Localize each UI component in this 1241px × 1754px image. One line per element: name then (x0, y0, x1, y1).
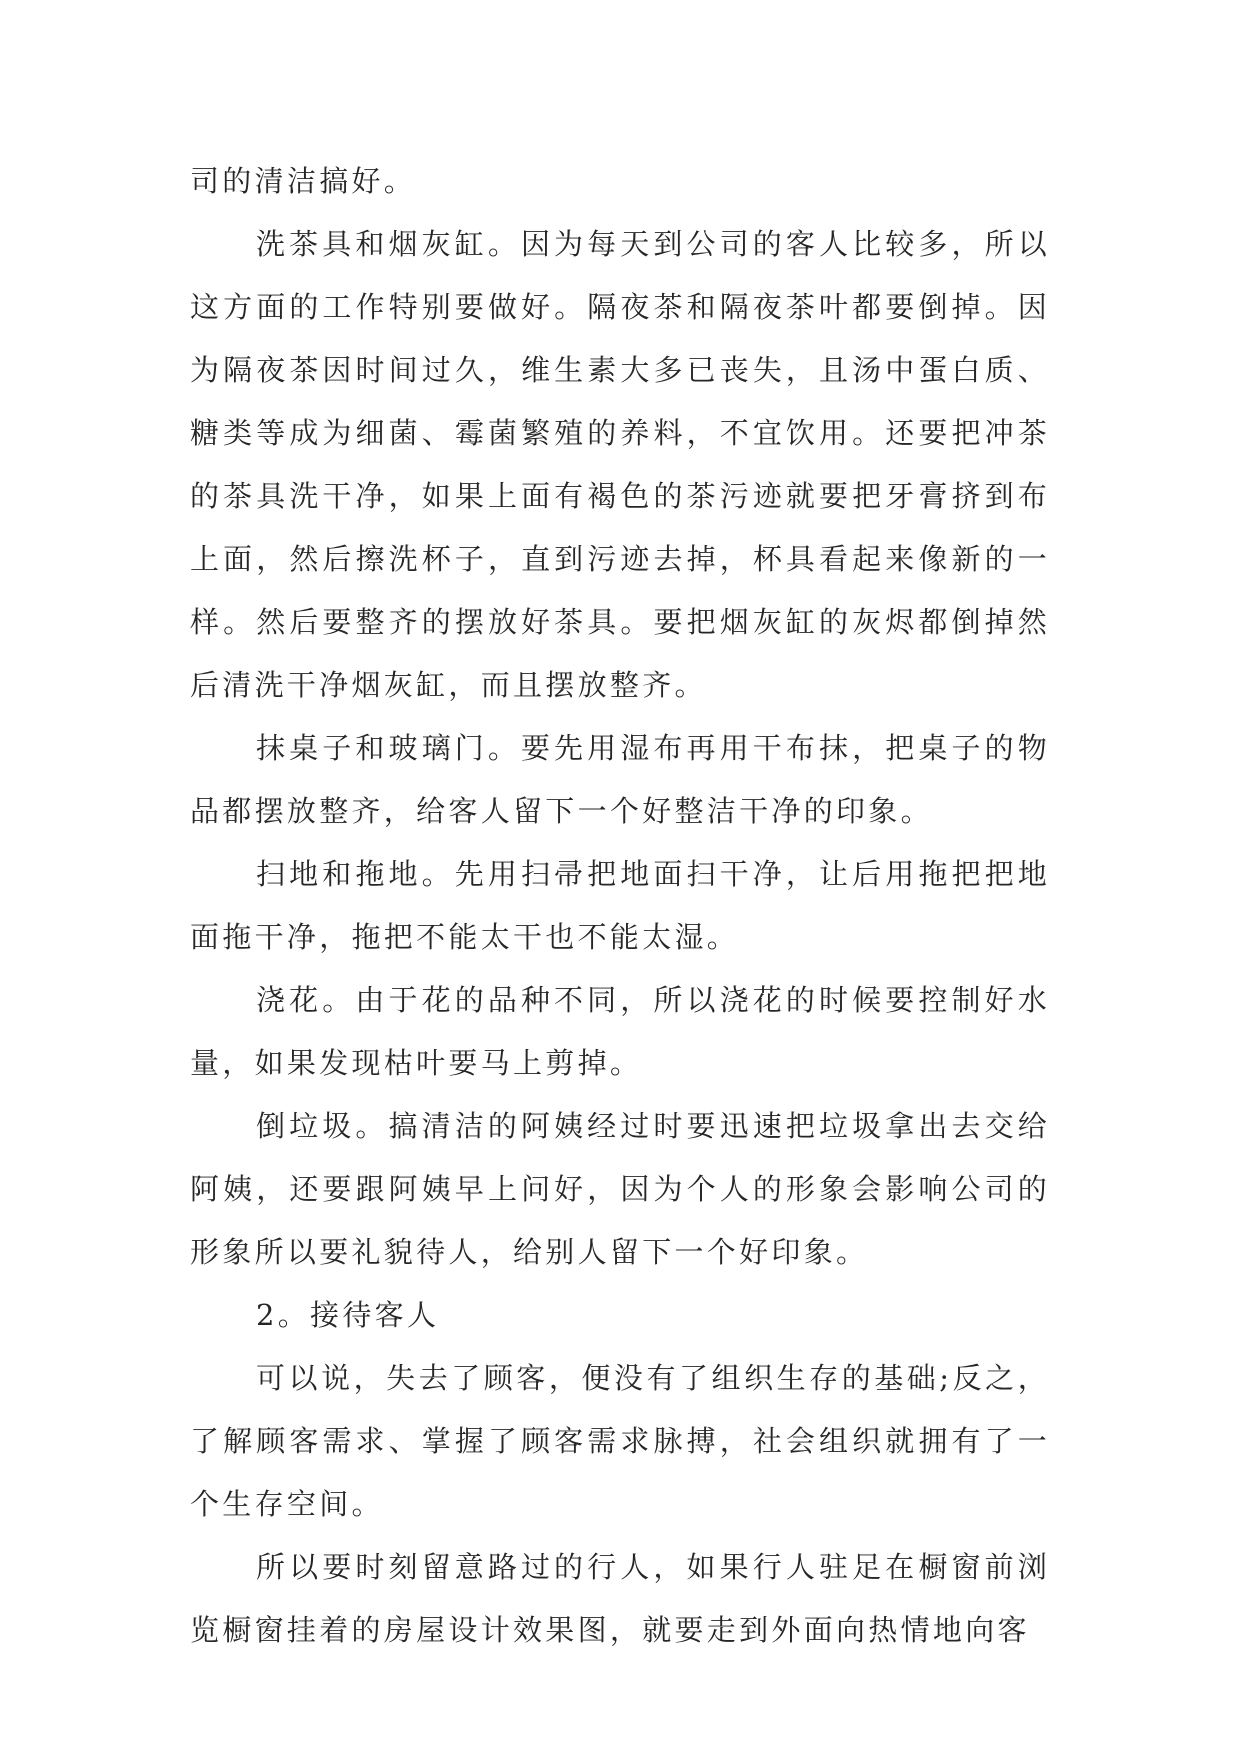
paragraph-water-flowers: 浇花。由于花的品种不同，所以浇花的时候要控制好水量，如果发现枯叶要马上剪掉。 (190, 983, 1050, 1080)
paragraph-continuation: 司的清洁搞好。 (190, 164, 417, 198)
paragraph-customers: 可以说，失去了顾客，便没有了组织生存的基础;反之，了解顾客需求、掌握了顾客需求脉搏，社会组织就拥有了一个生存空间。 (190, 1361, 1050, 1521)
document-body (190, 150, 1050, 1662)
paragraph-sweep-floor: 扫地和拖地。先用扫帚把地面扫干净，让后用拖把把地面拖干净，拖把不能太干也不能太湿。 (190, 857, 1050, 954)
paragraph-pedestrians: 所以要时刻留意路过的行人，如果行人驻足在橱窗前浏览橱窗挂着的房屋设计效果图，就要走到外面向热情地向客 (190, 1550, 1050, 1647)
section-heading-receive-guests: 2。接待客人 (256, 1298, 440, 1332)
paragraph-take-out-trash: 倒垃圾。搞清洁的阿姨经过时要迅速把垃圾拿出去交给阿姨，还要跟阿姨早上问好，因为个人的形象会影响公司的形象所以要礼貌待人，给别人留下一个好印象。 (190, 1109, 1050, 1269)
paragraph-wipe-table: 抹桌子和玻璃门。要先用湿布再用干布抹，把桌子的物品都摆放整齐，给客人留下一个好整洁干净的印象。 (190, 731, 1050, 828)
paragraph-wash-tea-set: 洗茶具和烟灰缸。因为每天到公司的客人比较多，所以这方面的工作特别要做好。隔夜茶和隔夜茶叶都要倒掉。因为隔夜茶因时间过久，维生素大多已丧失，且汤中蛋白质、糖类等成为细菌、霉菌繁殖的养料，不宜饮用。还要把冲茶的茶具洗干净，如果上面有褐色的茶污迹就要把牙膏挤到布上面，然后擦洗杯子，直到污迹去掉，杯具看起来像新的一样。然后要整齐的摆放好茶具。要把烟灰缸的灰烬都倒掉然后清洗干净烟灰缸，而且摆放整齐。 (190, 227, 1050, 702)
